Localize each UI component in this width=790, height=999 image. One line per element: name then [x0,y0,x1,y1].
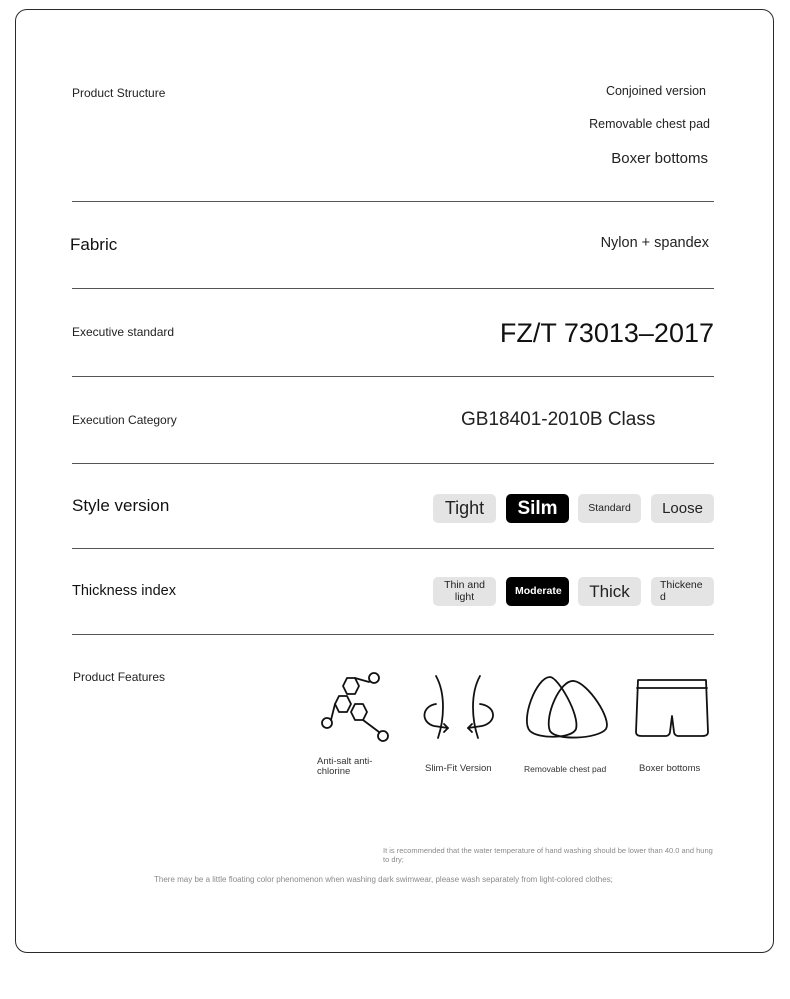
divider [72,463,714,464]
feature-caption-boxer: Boxer bottoms [639,763,701,774]
thickness-option-thin-and-light[interactable]: Thin and light [433,577,496,606]
divider [72,634,714,635]
fabric-value: Nylon + spandex [600,235,709,251]
style-option-tight[interactable]: Tight [433,494,496,523]
thickness-option-moderate[interactable]: Moderate [506,577,569,606]
product-structure-value-3: Boxer bottoms [611,150,708,167]
thickness-option-thickened[interactable]: Thickened [651,577,714,606]
divider [72,376,714,377]
style-option-loose[interactable]: Loose [651,494,714,523]
product-structure-value-1: Conjoined version [605,84,706,98]
feature-caption-chest-pad: Removable chest pad [524,764,607,774]
style-option-standard[interactable]: Standard [578,494,641,523]
molecule-icon [318,670,394,744]
thickness-option-thick[interactable]: Thick [578,577,641,606]
divider [72,548,714,549]
care-note-water-temperature: It is recommended that the water temperature of hand washing should be lower than 40.0 and hung to dry; [383,846,713,864]
boxer-shorts-icon [634,676,712,740]
feature-caption-slim-fit: Slim-Fit Version [425,763,492,774]
divider [72,201,714,202]
slim-fit-icon [420,672,500,742]
divider [72,288,714,289]
execution-category-label: Execution Category [72,413,177,427]
executive-standard-label: Executive standard [72,325,175,339]
product-features-label: Product Features [73,670,166,684]
style-option-silm[interactable]: Silm [506,494,569,523]
fabric-label: Fabric [70,235,118,254]
product-structure-value-2: Removable chest pad [589,117,710,131]
care-note-floating-color: There may be a little floating color phenomenon when washing dark swimwear, please wash separately from light-colored clothes; [154,875,613,884]
style-version-label: Style version [72,496,170,515]
chest-pad-icon [522,673,610,741]
execution-category-value: GB18401-2010B Class [461,409,656,430]
product-structure-label: Product Structure [72,86,166,100]
thickness-index-label: Thickness index [72,583,176,599]
feature-caption-anti-salt: Anti-salt anti-chlorine [317,756,373,778]
executive-standard-value: FZ/T 73013–2017 [499,318,714,348]
